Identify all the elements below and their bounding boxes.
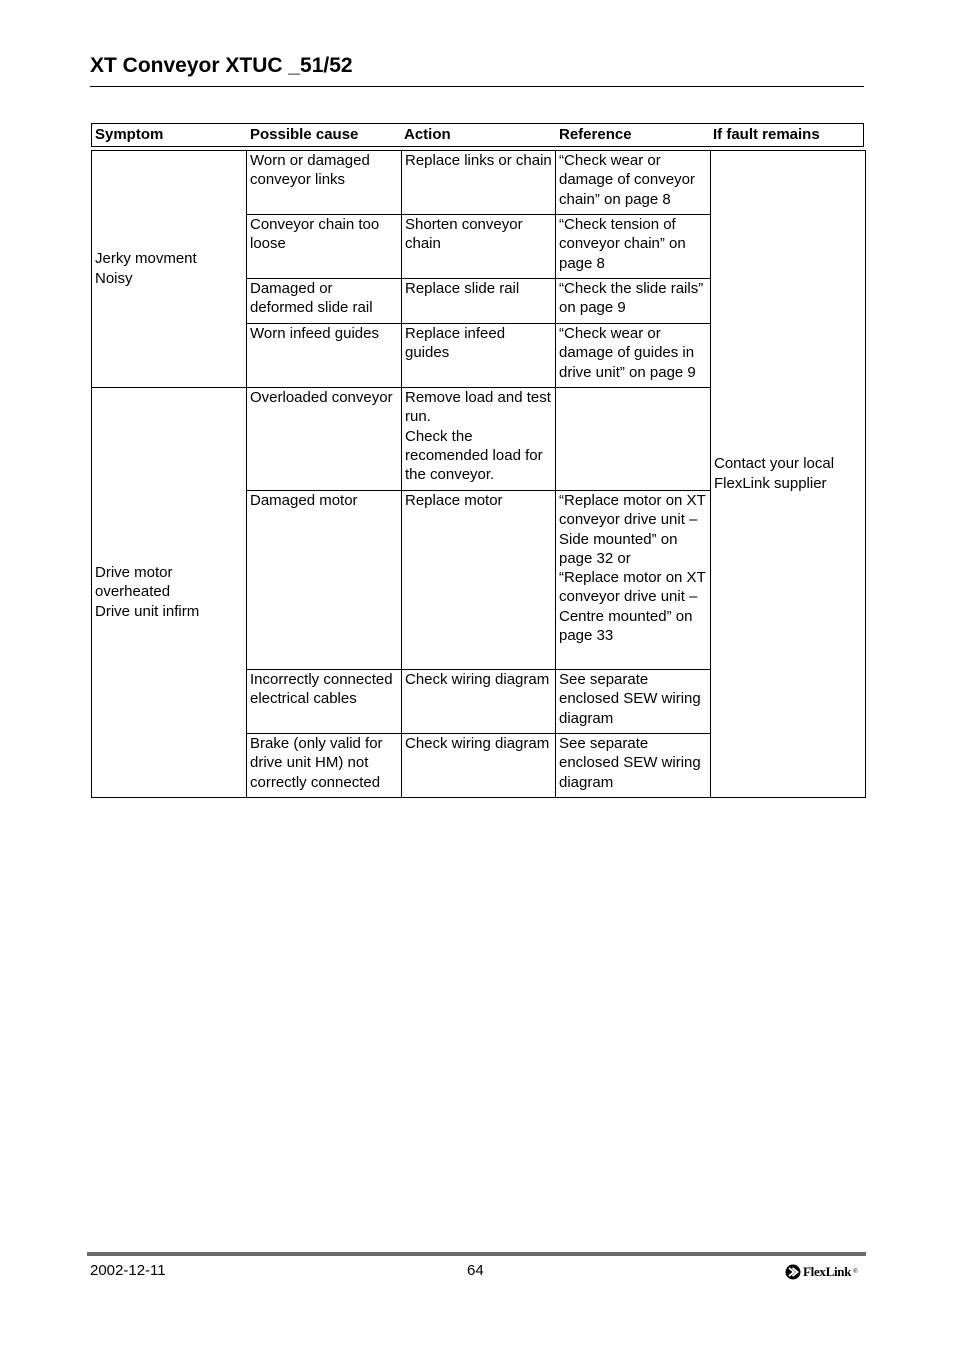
flexlink-logo: FlexLink ® xyxy=(785,1264,858,1280)
title-divider xyxy=(90,86,864,87)
fault-remains-cell: Contact your local FlexLink supplier xyxy=(711,151,866,798)
cause-cell: Damaged or deformed slide rail xyxy=(247,279,402,324)
symptom-cell: Jerky movment Noisy xyxy=(92,151,247,388)
action-cell: Remove load and test run. Check the recomended load for the conveyor. xyxy=(402,388,556,491)
cause-cell: Worn or damaged conveyor links xyxy=(247,151,402,215)
reference-cell xyxy=(556,388,711,491)
column-header-action: Action xyxy=(404,126,451,143)
reference-cell: See separate enclosed SEW wiring diagram xyxy=(556,734,711,798)
column-header-possible-cause: Possible cause xyxy=(250,126,359,143)
column-header-reference: Reference xyxy=(559,126,632,143)
table-row xyxy=(92,151,866,215)
reference-cell: “Check wear or damage of guides in drive unit” on page 9 xyxy=(556,324,711,388)
reference-cell: “Check wear or damage of conveyor chain” on page 8 xyxy=(556,151,711,215)
flexlink-logo-icon xyxy=(785,1264,801,1280)
column-header-if-fault-remains: If fault remains xyxy=(713,126,820,143)
symptom-cell: Drive motor overheated Drive unit infirm xyxy=(92,388,247,798)
cause-cell: Damaged motor xyxy=(247,491,402,670)
cause-cell: Brake (only valid for drive unit HM) not correctly connected xyxy=(247,734,402,798)
action-cell: Check wiring diagram xyxy=(402,734,556,798)
action-cell: Replace motor xyxy=(402,491,556,670)
cause-cell: Conveyor chain too loose xyxy=(247,215,402,279)
cause-cell: Incorrectly connected electrical cables xyxy=(247,670,402,734)
page-number: 64 xyxy=(467,1262,484,1279)
action-cell: Shorten conveyor chain xyxy=(402,215,556,279)
action-cell: Replace slide rail xyxy=(402,279,556,324)
page-title: XT Conveyor XTUC _51/52 xyxy=(90,54,353,77)
action-cell: Check wiring diagram xyxy=(402,670,556,734)
cause-cell: Overloaded conveyor xyxy=(247,388,402,491)
action-cell: Replace infeed guides xyxy=(402,324,556,388)
reference-cell: “Check the slide rails” on page 9 xyxy=(556,279,711,324)
action-cell: Replace links or chain xyxy=(402,151,556,215)
reference-cell: See separate enclosed SEW wiring diagram xyxy=(556,670,711,734)
footer-date: 2002-12-11 xyxy=(90,1262,166,1279)
reference-cell: “Replace motor on XT conveyor drive unit – Side mounted” on page 32 or “Replace motor on XT conveyor drive unit – Centre mounted” on page 33 xyxy=(556,491,711,670)
footer-divider xyxy=(87,1252,866,1256)
flexlink-logo-text: FlexLink xyxy=(803,1264,852,1279)
troubleshooting-table xyxy=(91,150,866,798)
reference-cell: “Check tension of conveyor chain” on page 8 xyxy=(556,215,711,279)
table-header xyxy=(91,123,864,147)
column-header-symptom: Symptom xyxy=(95,126,164,143)
cause-cell: Worn infeed guides xyxy=(247,324,402,388)
